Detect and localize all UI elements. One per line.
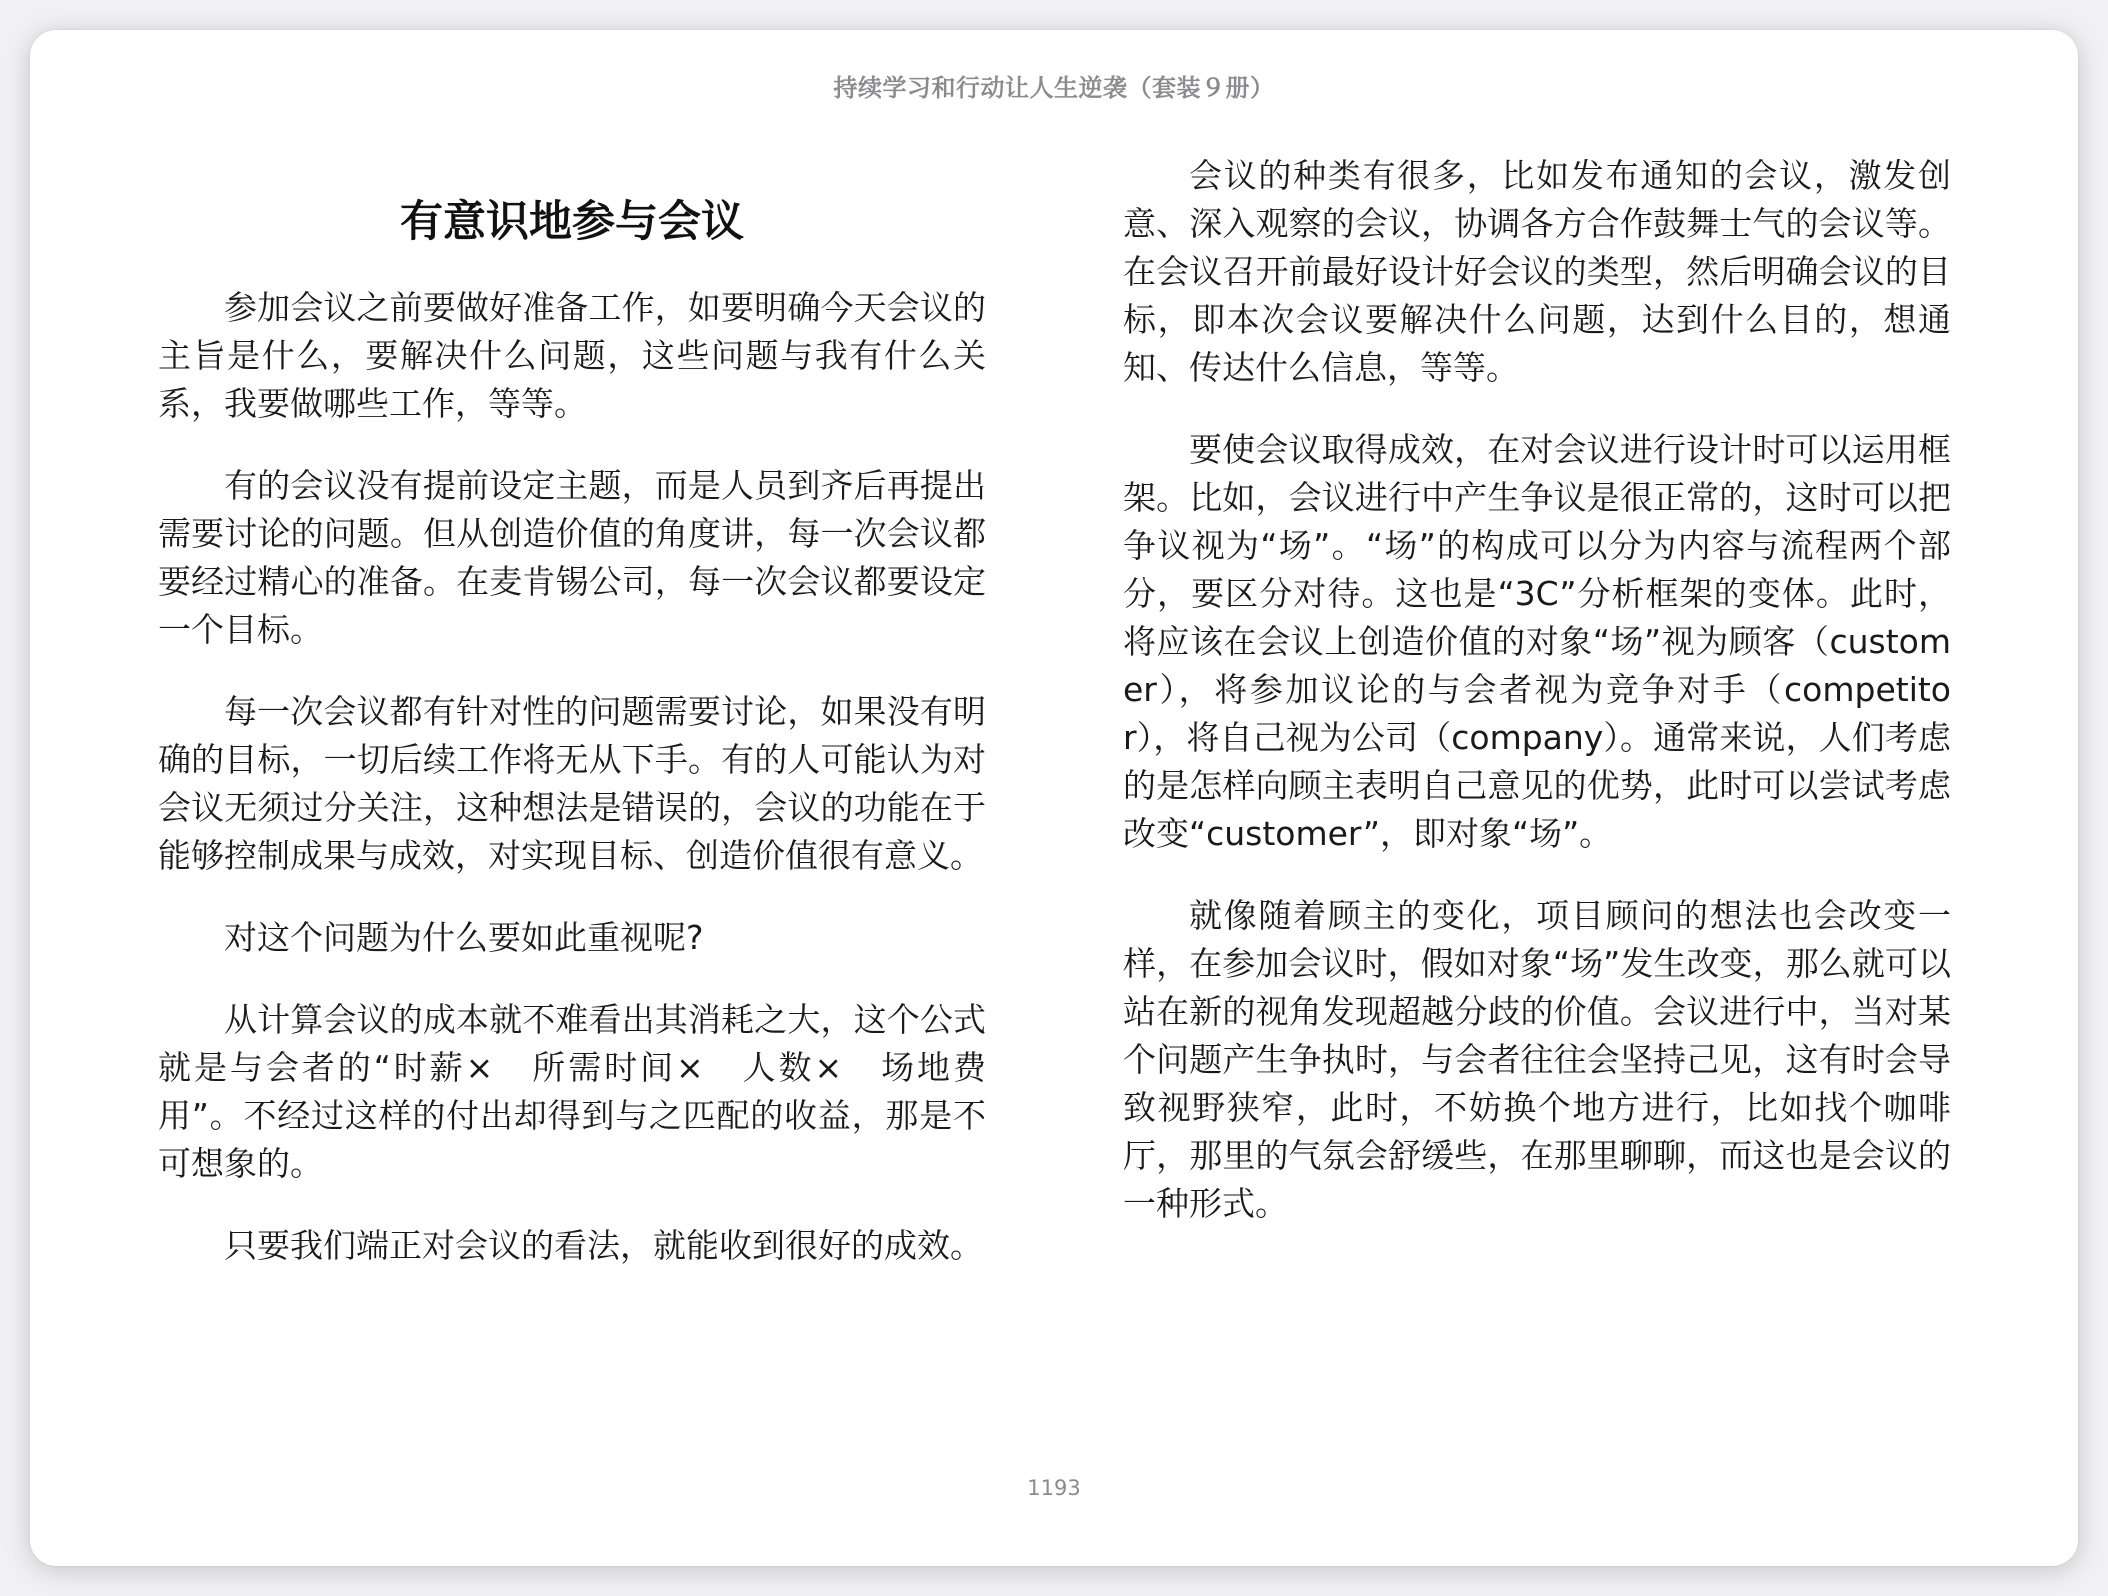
paragraph: 有的会议没有提前设定主题，而是人员到齐后再提出需要讨论的问题。但从创造价值的角度讲，每一次会议都要经过精心的准备。在麦肯锡公司，每一次会议都要设定一个目标。 (158, 466, 986, 649)
paragraph: 会议的种类有很多，比如发布通知的会议，激发创意、深入观察的会议，协调各方合作鼓舞士气的会议等。在会议召开前最好设计好会议的类型，然后明确会议的目标，即本次会议要解决什么问题，达到什么目的，想通知、传达什么信息，等等。 (1123, 156, 1951, 387)
paragraph: 只要我们端正对会议的看法，就能收到很好的成效。 (224, 1226, 983, 1265)
paragraph: 对这个问题为什么要如此重视呢? (224, 918, 704, 957)
paragraph: 要使会议取得成效，在对会议进行设计时可以运用框架。比如，会议进行中产生争议是很正常的，这时可以把争议视为“场”。“场”的构成可以分为内容与流程两个部分，要区分对待。这也是“3C”分析框架的变体。此时，将应该在会议上创造价值的对象“场”视为顾客（customer），将参加议论的与会者视为竞争对手（competitor），将自己视为公司（company）。通常来说，人们考虑的是怎样向顾主表明自己意见的优势，此时可以尝试考虑改变“customer”，即对象“场”。 (1123, 430, 1951, 853)
chapter-title: 有意识地参与会议 (400, 197, 744, 247)
paragraph: 就像随着顾主的变化，项目顾问的想法也会改变一样，在参加会议时，假如对象“场”发生改变，那么就可以站在新的视角发现超越分歧的价值。会议进行中，当对某个问题产生争执时，与会者往往会坚持己见，这有时会导致视野狭窄，此时，不妨换个地方进行，比如找个咖啡厅，那里的气氛会舒缓些，在那里聊聊，而这也是会议的一种形式。 (1123, 896, 1951, 1223)
left-page-column (158, 192, 986, 1304)
reader-window (30, 30, 2078, 1566)
paragraph: 参加会议之前要做好准备工作，如要明确今天会议的主旨是什么，要解决什么问题，这些问题与我有什么关系，我要做哪些工作，等等。 (158, 288, 986, 423)
paragraph: 从计算会议的成本就不难看出其消耗之大，这个公式就是与会者的“时薪× 所需时间× 人数× 场地费用”。不经过这样的付出却得到与之匹配的收益，那是不可想象的。 (158, 1000, 986, 1183)
paragraph: 每一次会议都有针对性的问题需要讨论，如果没有明确的目标，一切后续工作将无从下手。有的人可能认为对会议无须过分关注，这种想法是错误的，会议的功能在于能够控制成果与成效，对实现目标、创造价值很有意义。 (158, 692, 986, 875)
right-page-column (1123, 152, 1951, 1262)
page-number: 1193 (1027, 1476, 1081, 1500)
book-title: 持续学习和行动让人生逆袭（套装９册） (833, 74, 1275, 102)
